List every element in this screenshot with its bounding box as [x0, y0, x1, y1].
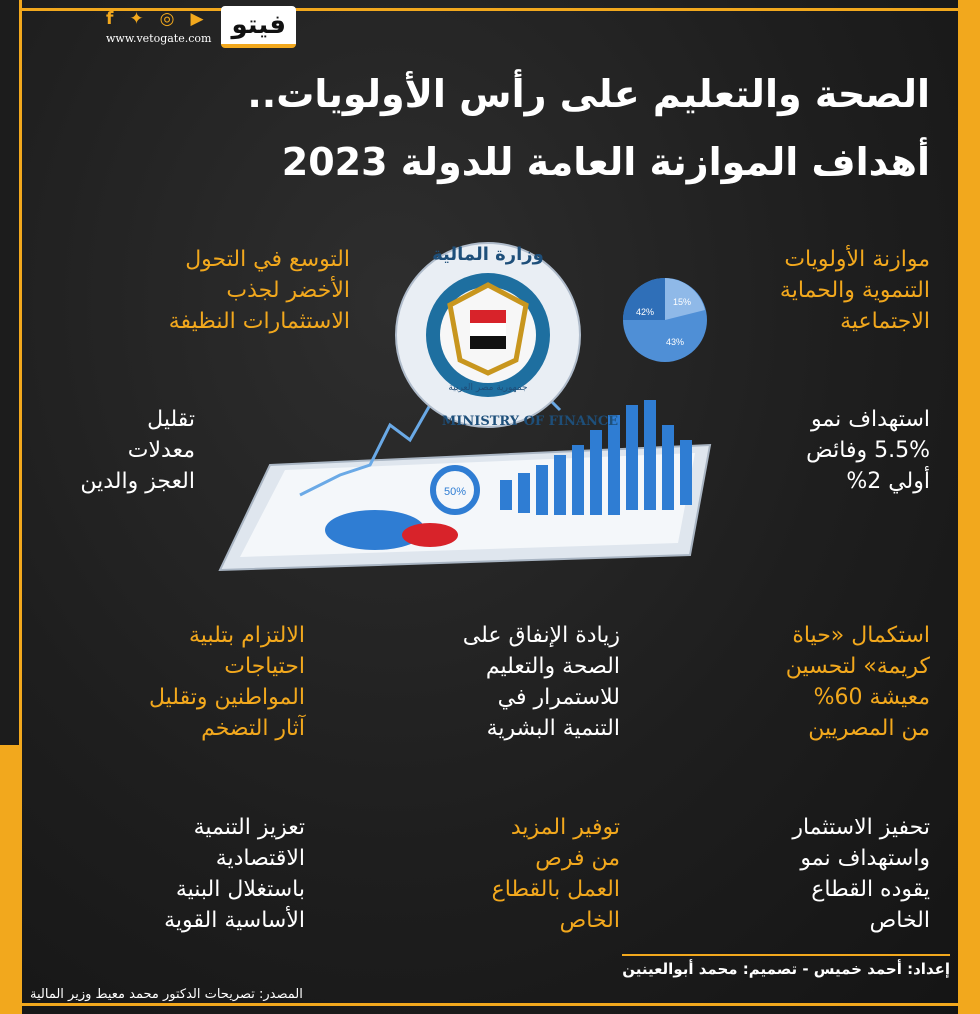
- flag-white: [470, 323, 506, 336]
- gauge-label: 50%: [443, 486, 467, 498]
- vetogate-logo[interactable]: فيتو: [221, 6, 296, 48]
- credits: إعداد: أحمد خميس - تصميم: محمد أبوالعينين: [622, 954, 950, 978]
- source-note: المصدر: تصريحات الدكتور محمد معيط وزير المالية: [30, 987, 303, 1002]
- item-growth-target: [710, 404, 930, 497]
- item-private-investment-text: تحفيز الاستثمار واستهداف نمو يقوده القطاع الخاص: [792, 815, 930, 933]
- item-health-education-text: زيادة الإنفاق على الصحة والتعليم للاستمرار في التنمية البشرية: [462, 623, 620, 741]
- tablet-pie-slice: [402, 523, 458, 547]
- emblem-ministry-ar: وزارة المالية: [432, 244, 544, 265]
- item-reduce-deficit-text: تقليل معدلات العجز والدين: [80, 407, 195, 494]
- item-green-transition-text: التوسع في التحول الأخضر لجذب الاستثمارات النظيفة: [168, 247, 350, 334]
- title-line-1: الصحة والتعليم على رأس الأولويات..: [247, 72, 930, 116]
- item-job-opportunities-text: توفير المزيد من فرص العمل بالقطاع الخاص: [491, 815, 620, 933]
- brand-header: [100, 6, 296, 50]
- item-citizen-needs-text: الالتزام بتلبية احتياجات المواطنين وتقليل آثار التضخم: [149, 623, 305, 741]
- instagram-icon[interactable]: ◎: [159, 9, 175, 29]
- item-citizen-needs: [55, 620, 305, 744]
- item-decent-life-text: استكمال «حياة كريمة» لتحسين معيشة 60% من المصريين: [785, 623, 930, 741]
- item-job-opportunities: [430, 812, 620, 936]
- flag-black: [470, 336, 506, 349]
- social-icons: [100, 6, 210, 32]
- item-growth-target-text: استهداف نمو 5.5% وفائض أولي 2%: [806, 407, 930, 494]
- title-line-2: أهداف الموازنة العامة للدولة 2023: [281, 140, 930, 184]
- flag-red: [470, 310, 506, 323]
- social-block: [100, 6, 211, 45]
- item-economic-development-text: تعزيز التنمية الاقتصادية باستغلال البنية الأساسية القوية: [164, 815, 305, 933]
- pie-label-42: 42%: [635, 307, 655, 317]
- footer: [30, 954, 950, 1002]
- pie-label-43: 43%: [665, 337, 685, 347]
- item-health-education: [380, 620, 620, 744]
- frame-bottom-line: [22, 1003, 958, 1006]
- item-reduce-deficit: [45, 404, 195, 497]
- emblem-republic: جمهورية مصر العربية: [448, 383, 528, 393]
- item-private-investment: [700, 812, 930, 936]
- facebook-icon[interactable]: f: [106, 9, 114, 29]
- site-url[interactable]: www.vetogate.com: [106, 32, 212, 45]
- twitter-icon[interactable]: ✦: [129, 9, 144, 29]
- item-green-transition: [70, 244, 350, 337]
- youtube-icon[interactable]: ▶: [190, 9, 204, 29]
- item-priorities-budget-text: موازنة الأولويات التنموية والحماية الاجتماعية: [779, 247, 930, 334]
- item-decent-life: [700, 620, 930, 744]
- item-economic-development: [55, 812, 305, 936]
- pie-label-15: 15%: [672, 297, 692, 307]
- emblem-ministry-en: MINISTRY OF FINANCE: [441, 414, 619, 429]
- frame-left-line: [0, 0, 22, 745]
- item-priorities-budget: [670, 244, 930, 337]
- frame-right-bar: [958, 0, 980, 1014]
- frame-left-bar: [0, 745, 22, 1014]
